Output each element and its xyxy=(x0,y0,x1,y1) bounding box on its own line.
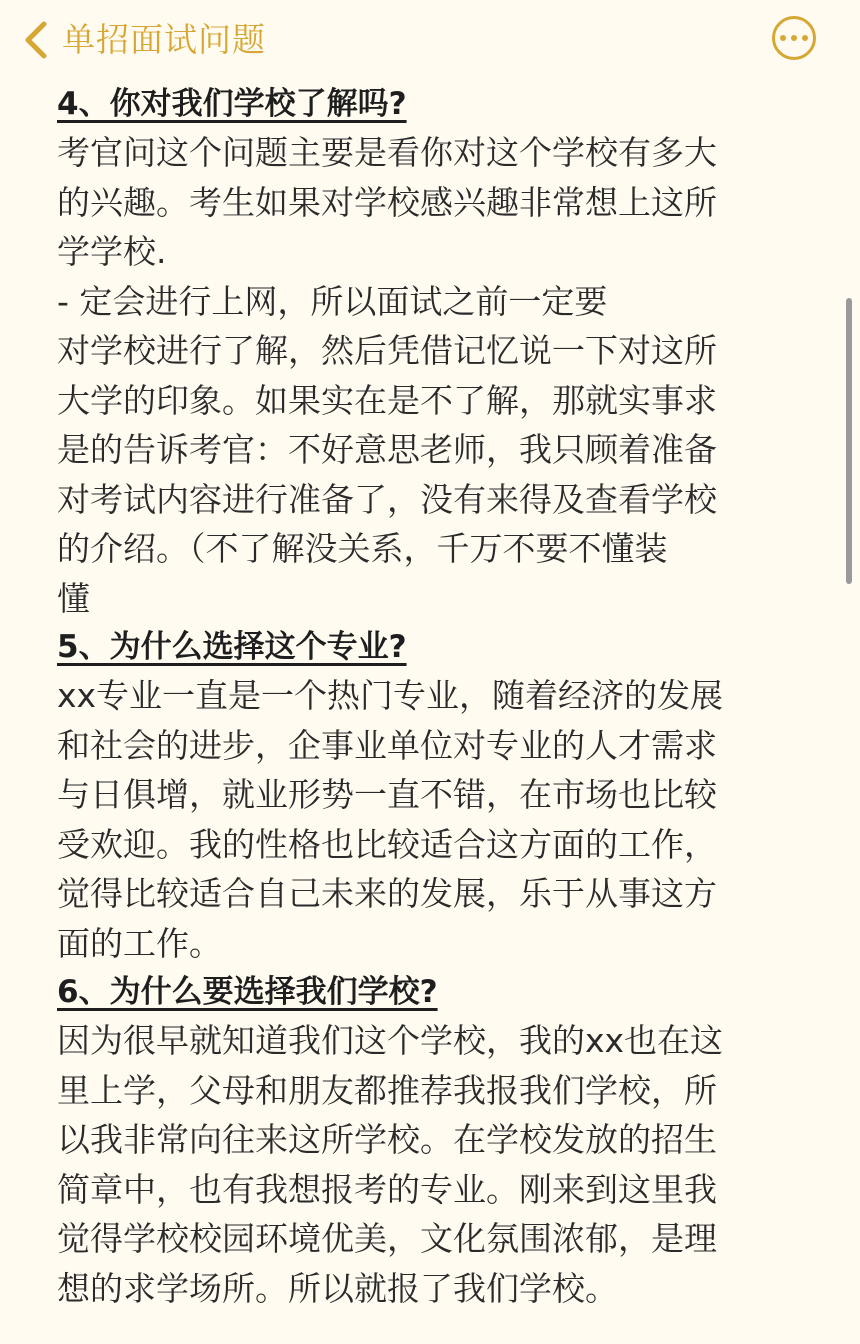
text-line: 与日俱增，就业形势一直不错，在市场也比较 xyxy=(57,775,717,814)
text-line: 面的工作。 xyxy=(57,923,222,963)
more-horizontal-icon xyxy=(780,35,786,41)
text-line: 和社会的进步，企事业单位对专业的人才需求 xyxy=(57,725,717,765)
text-line: 考官问这个问题主要是看你对这个学校有多大 xyxy=(57,133,717,172)
text-line: 受欢迎。我的性格也比较适合这方面的工作， xyxy=(57,824,717,864)
section-heading: 4、你对我们学校了解吗? xyxy=(57,86,407,122)
article-content xyxy=(57,80,797,1313)
vertical-scrollbar[interactable] xyxy=(846,298,852,584)
text-line: 是的告诉考官：不好意思老师，我只顾着准备 xyxy=(57,430,717,469)
more-dot xyxy=(791,35,797,41)
text-line: 对考试内容进行准备了，没有来得及查看学校 xyxy=(57,479,717,519)
text-line: 简章中，也有我想报考的专业。刚来到这里我 xyxy=(57,1169,717,1209)
more-options-button[interactable] xyxy=(772,16,816,60)
section-heading: 6、为什么要选择我们学校? xyxy=(57,974,438,1010)
text-line: - 定会进行上网，所以面试之前一定要 xyxy=(57,281,608,321)
text-line: 懂 xyxy=(57,578,90,618)
text-line: 对学校进行了解，然后凭借记忆说一下对这所 xyxy=(57,331,717,370)
section-heading: 5、为什么选择这个专业? xyxy=(57,629,407,665)
text-line: 学学校. xyxy=(57,232,167,271)
text-line: 的兴趣。考生如果对学校感兴趣非常想上这所 xyxy=(57,182,717,222)
text-line: 想的求学场所。所以就报了我们学校。 xyxy=(57,1268,618,1308)
section-question-4 xyxy=(57,80,797,623)
section-question-6 xyxy=(57,968,797,1313)
chevron-left-icon xyxy=(22,20,50,60)
section-question-5 xyxy=(57,623,797,968)
text-line: 里上学，父母和朋友都推荐我报我们学校，所 xyxy=(57,1070,717,1110)
back-button[interactable] xyxy=(22,18,266,62)
text-line: 觉得比较适合自己未来的发展，乐于从事这方 xyxy=(57,874,717,913)
page-title: 单招面试问题 xyxy=(62,20,266,59)
text-line: 大学的印象。如果实在是不了解，那就实事求 xyxy=(57,380,717,420)
text-line: 以我非常向往来这所学校。在学校发放的招生 xyxy=(57,1120,717,1159)
top-navigation-bar xyxy=(0,0,860,80)
text-line: xx专业一直是一个热门专业，随着经济的发展 xyxy=(57,676,724,715)
text-line: 因为很早就知道我们这个学校，我的xx也在这 xyxy=(57,1021,724,1060)
more-dot xyxy=(802,35,808,41)
text-line: 的介绍。（不了解没关系，千万不要不懂装 xyxy=(57,529,668,568)
text-line: 觉得学校校园环境优美，文化氛围浓郁，是理 xyxy=(57,1219,717,1258)
